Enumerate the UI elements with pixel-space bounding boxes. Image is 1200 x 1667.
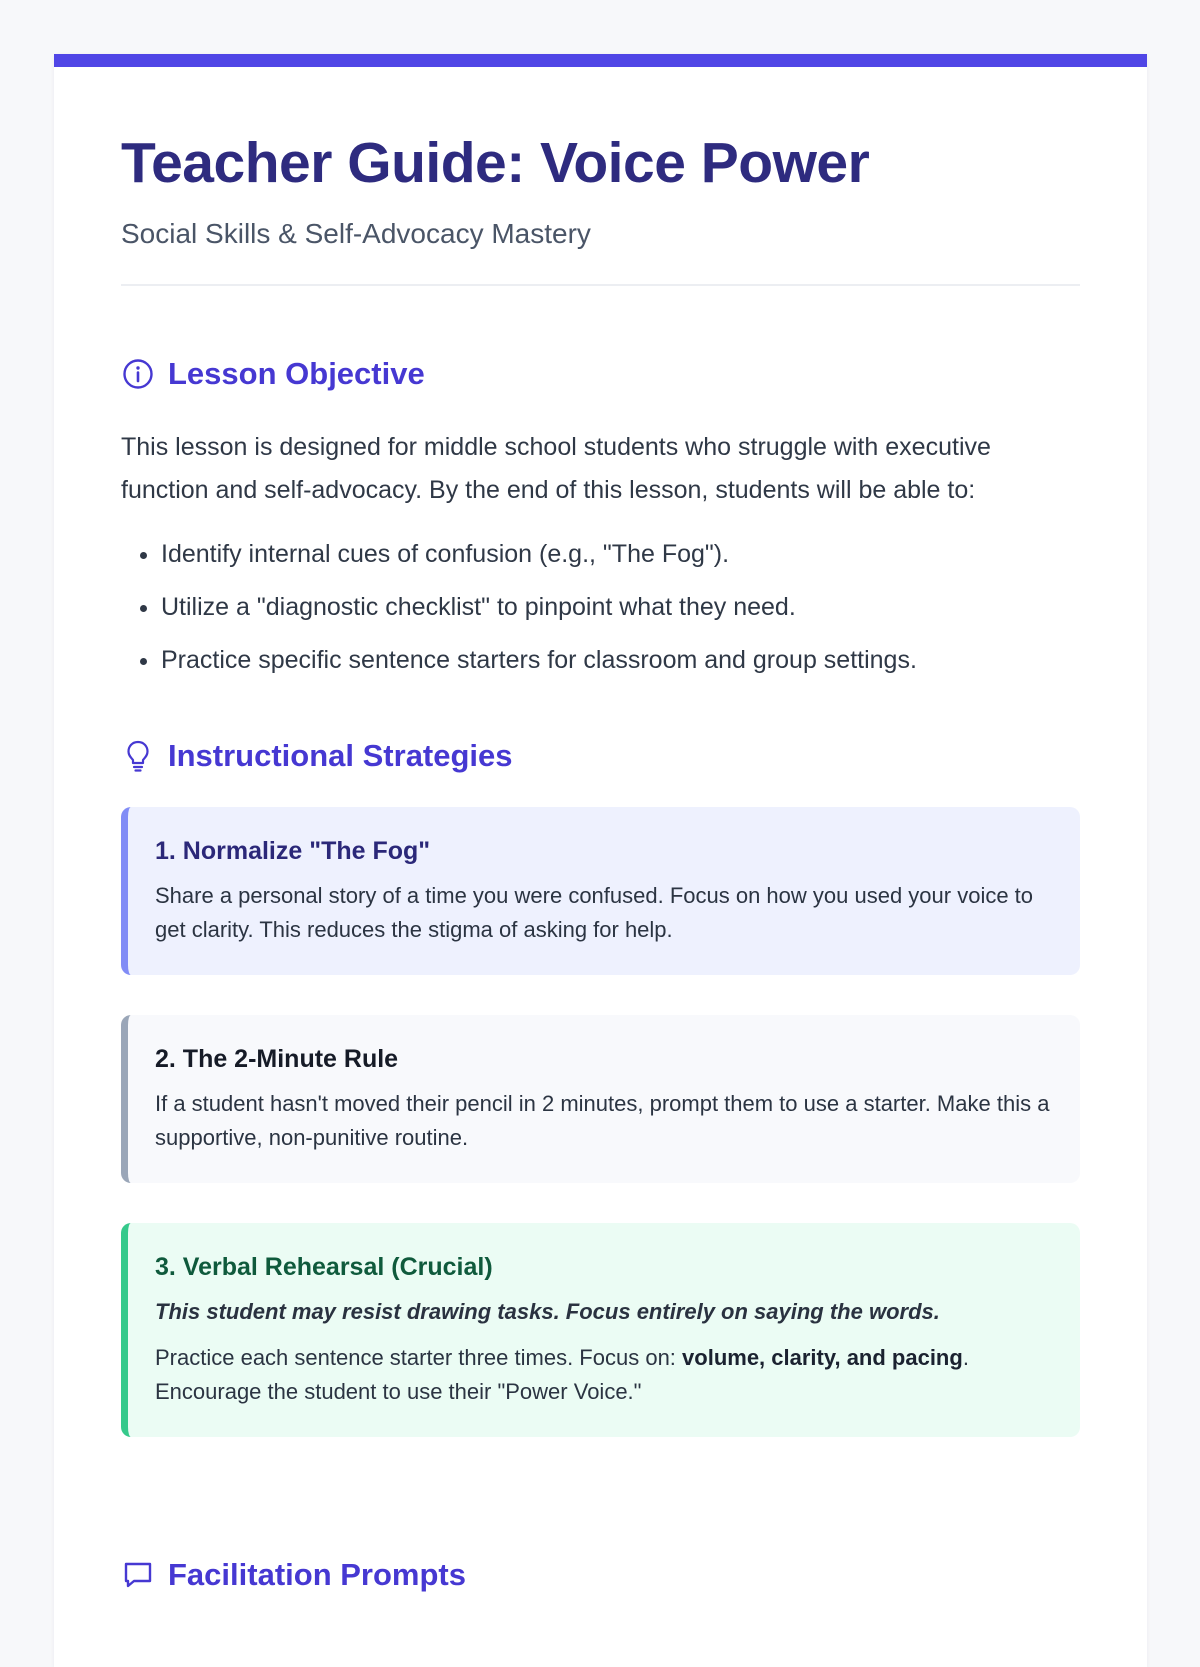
page-title: Teacher Guide: Voice Power: [121, 131, 870, 195]
section-facilitation-prompts: [121, 1557, 1080, 1593]
page-subtitle: Social Skills & Self-Advocacy Mastery: [121, 217, 591, 249]
list-item: • Practice specific sentence starters for classroom and group settings.: [161, 642, 1080, 678]
strategy-title: 3. Verbal Rehearsal (Crucial): [155, 1253, 493, 1282]
header-divider: [121, 284, 1080, 286]
strategy-title: 2. The 2-Minute Rule: [155, 1045, 399, 1074]
strategy-card-two-minute-rule: [121, 1015, 1080, 1183]
chat-bubble-icon: [121, 1558, 155, 1592]
strategy-body-emphasis: volume, clarity, and pacing: [682, 1345, 963, 1371]
strategy-body-text: . Encourage the student to use their "Power Voice.": [155, 1345, 969, 1405]
strategy-body: Share a personal story of a time you were confused. Focus on how you used your voice to get clarity. This reduces the stigma of asking for help.: [155, 883, 1034, 943]
guide-content: [54, 67, 1147, 1593]
section-instructional-strategies: [121, 738, 1080, 774]
strategy-card-verbal-rehearsal: [121, 1223, 1080, 1437]
list-item: • Identify internal cues of confusion (e.g., "The Fog").: [161, 536, 1080, 572]
strategy-card-normalize: [121, 807, 1080, 975]
info-circle-icon: [121, 357, 155, 391]
guide-page: [54, 54, 1147, 1667]
objective-list: [121, 536, 1080, 678]
section-lesson-objective: [121, 356, 1080, 392]
strategy-note: This student may resist drawing tasks. Focus entirely on saying the words.: [155, 1299, 940, 1325]
section-heading: Lesson Objective: [168, 356, 425, 392]
section-heading: Facilitation Prompts: [168, 1557, 466, 1593]
strategy-body: [155, 1341, 1052, 1409]
strategy-title: 1. Normalize "The Fog": [155, 837, 431, 866]
strategy-body: If a student hasn't moved their pencil in 2 minutes, prompt them to use a starter. Make this a supportive, non-punitive routine.: [155, 1091, 1050, 1151]
section-heading: Instructional Strategies: [168, 738, 513, 774]
strategy-body-text: Practice each sentence starter three times. Focus on:: [155, 1345, 683, 1371]
list-item: • Utilize a "diagnostic checklist" to pinpoint what they need.: [161, 589, 1080, 625]
objective-intro: This lesson is designed for middle school students who struggle with executive function and self-advocacy. By the end of this lesson, students will be able to:: [121, 433, 991, 505]
lightbulb-icon: [121, 739, 155, 773]
